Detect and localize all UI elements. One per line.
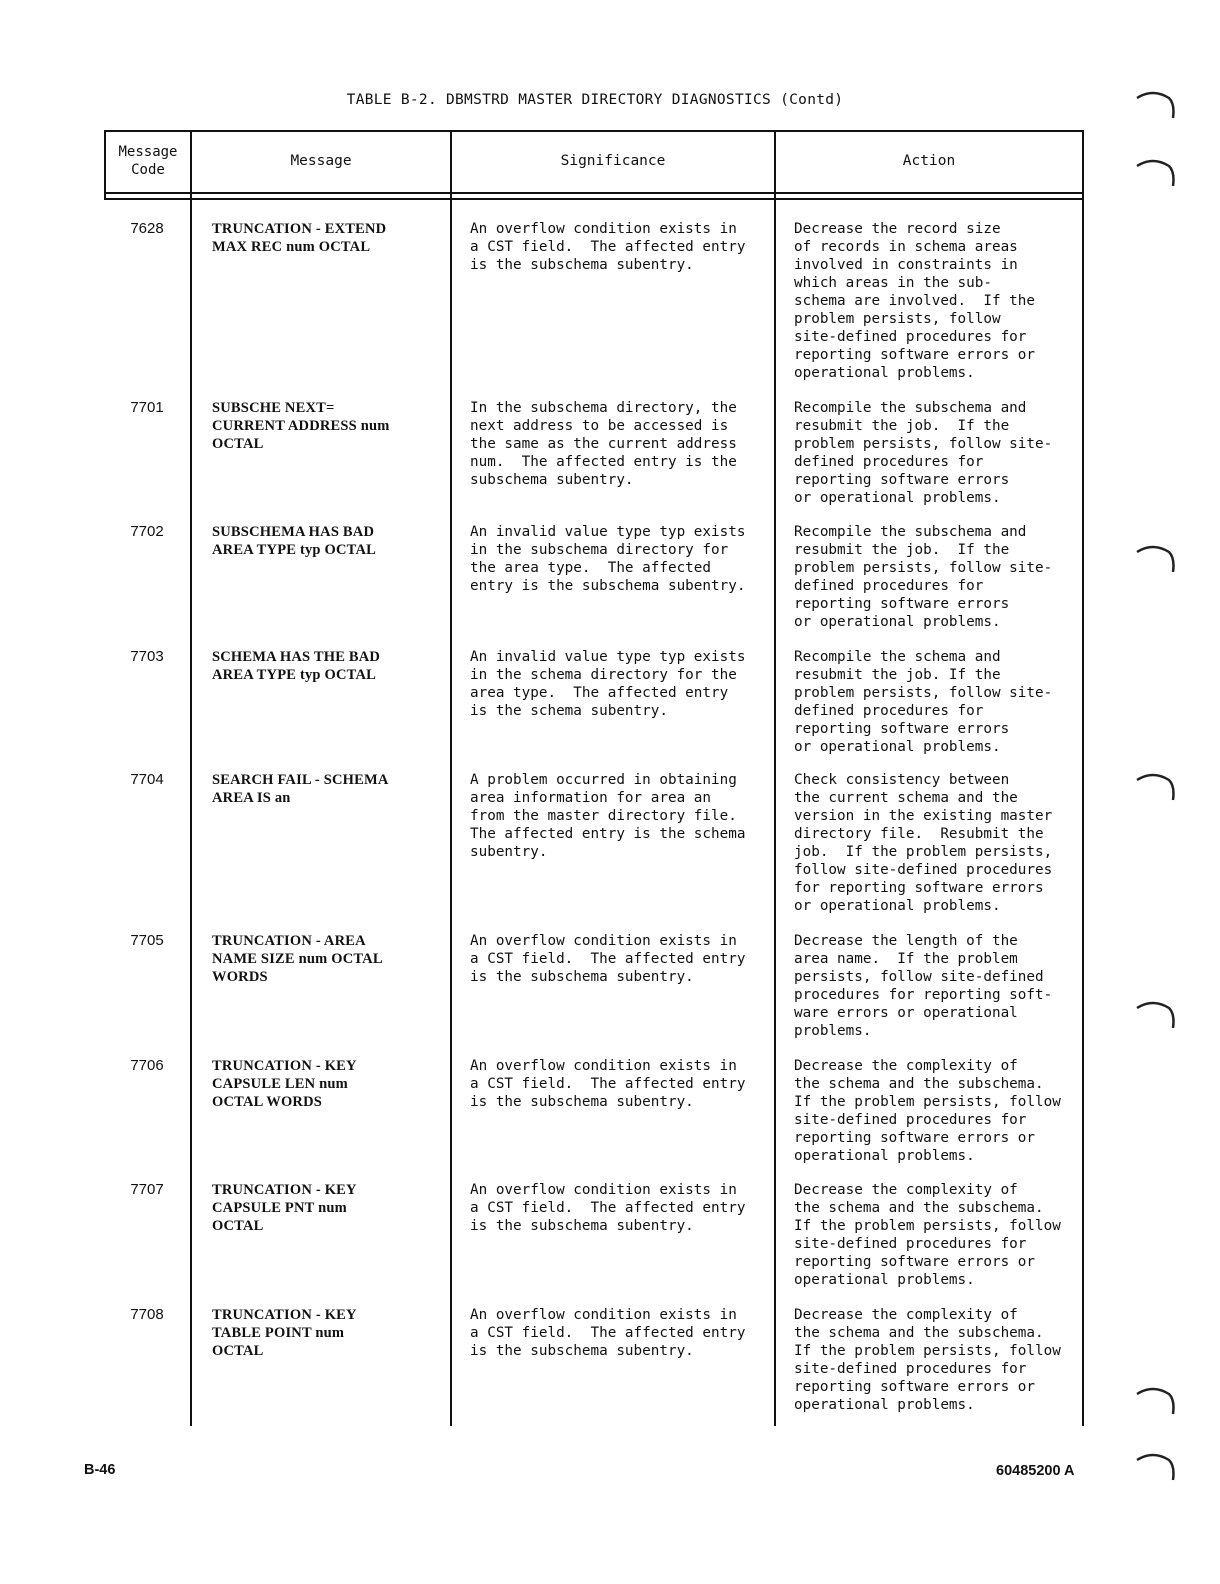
table-title: TABLE B-2. DBMSTRD MASTER DIRECTORY DIAGNOSTICS (Contd) (346, 92, 844, 108)
significance-text: An invalid value type typ exists in the subschema directory for the area type. The affected entry is the subschema subentry. (470, 524, 746, 594)
significance-text: An overflow condition exists in a CST field. The affected entry is the subschema subentry. (470, 1307, 746, 1359)
header-significance (452, 130, 774, 192)
action-text: Check consistency between the current schema and the version in the existing master directory file. Resubmit the job. If the problem persists, follow site-defined procedures for reporting software errors or operational problems. (794, 772, 1053, 914)
significance-text: An overflow condition exists in a CST field. The affected entry is the subschema subentry. (470, 1058, 746, 1110)
action-text: Recompile the subschema and resubmit the job. If the problem persists, follow site- defined procedures for reporting software errors or operational problems. (794, 524, 1053, 630)
column-divider-2 (450, 130, 452, 1426)
message-code: 7703 (130, 648, 164, 665)
action-text: Decrease the complexity of the schema and the subschema. If the problem persists, follow site-defined procedures for reporting software errors or operational problems. (794, 1182, 1061, 1288)
header-rule-double (104, 198, 1084, 200)
header-message-code (106, 130, 190, 192)
diagnostics-table (104, 130, 1084, 1426)
action-text: Decrease the complexity of the schema and the subschema. If the problem persists, follow site-defined procedures for reporting software errors or operational problems. (794, 1058, 1061, 1164)
significance-text: In the subschema directory, the next address to be accessed is the same as the current address num. The affected entry is the subschema subentry. (470, 400, 737, 488)
significance-text: An overflow condition exists in a CST field. The affected entry is the subschema subentry. (470, 1182, 746, 1234)
action-text: Decrease the length of the area name. If the problem persists, follow site-defined procedures for reporting soft- ware errors or operational problems. (794, 933, 1053, 1039)
message-text: SUBSCHE NEXT= CURRENT ADDRESS num OCTAL (212, 400, 390, 452)
significance-text: An overflow condition exists in a CST field. The affected entry is the subschema subentry. (470, 933, 746, 985)
header-significance-label: Significance (560, 153, 666, 169)
header-code-label: Message Code (118, 144, 178, 178)
binder-hole-mark (1135, 1380, 1177, 1418)
action-text: Recompile the schema and resubmit the job. If the problem persists, follow site- defined procedures for reporting software errors or operational problems. (794, 649, 1053, 755)
action-text: Decrease the record size of records in schema areas involved in constraints in which areas in the sub- schema are involved. If the problem persists, follow site-defined procedures for reporting software errors or operational problems. (794, 221, 1036, 381)
column-divider-3 (774, 130, 776, 1426)
binder-hole-mark (1135, 84, 1177, 122)
message-text: TRUNCATION - KEY CAPSULE PNT num OCTAL (212, 1182, 357, 1234)
header-action-label: Action (902, 153, 956, 169)
significance-text: An invalid value type typ exists in the schema directory for the area type. The affected entry is the schema subentry. (470, 649, 746, 719)
action-text: Recompile the subschema and resubmit the job. If the problem persists, follow site- defined procedures for reporting software errors or operational problems. (794, 400, 1053, 506)
binder-hole-mark (1135, 994, 1177, 1032)
header-message-label: Message (290, 153, 352, 169)
message-code: 7628 (130, 220, 164, 237)
message-code: 7707 (130, 1181, 164, 1198)
significance-text: An overflow condition exists in a CST field. The affected entry is the subschema subentry. (470, 221, 746, 273)
right-border (1082, 130, 1084, 1426)
header-message (192, 130, 450, 192)
message-code: 7708 (130, 1306, 164, 1323)
significance-text: A problem occurred in obtaining area information for area an from the master directory file. The affected entry is the schema subentry. (470, 772, 746, 860)
page-number: B-46 (84, 1462, 116, 1478)
binder-hole-mark (1135, 538, 1177, 576)
message-code: 7701 (130, 399, 164, 416)
document-number: 60485200 A (996, 1463, 1075, 1479)
message-code: 7705 (130, 932, 164, 949)
header-action (776, 130, 1082, 192)
message-code: 7702 (130, 523, 164, 540)
message-text: TRUNCATION - KEY TABLE POINT num OCTAL (212, 1307, 357, 1359)
column-divider-1 (190, 130, 192, 1426)
message-text: SEARCH FAIL - SCHEMA AREA IS an (212, 772, 389, 806)
binder-hole-mark (1135, 152, 1177, 190)
message-text: TRUNCATION - KEY CAPSULE LEN num OCTAL WORDS (212, 1058, 357, 1110)
action-text: Decrease the complexity of the schema and the subschema. If the problem persists, follow site-defined procedures for reporting software errors or operational problems. (794, 1307, 1061, 1413)
message-text: TRUNCATION - AREA NAME SIZE num OCTAL WORDS (212, 933, 383, 985)
binder-hole-mark (1135, 1446, 1177, 1484)
message-code: 7706 (130, 1057, 164, 1074)
message-text: TRUNCATION - EXTEND MAX REC num OCTAL (212, 221, 387, 255)
message-code: 7704 (130, 771, 164, 788)
message-text: SUBSCHEMA HAS BAD AREA TYPE typ OCTAL (212, 524, 377, 558)
header-rule (104, 192, 1084, 194)
message-text: SCHEMA HAS THE BAD AREA TYPE typ OCTAL (212, 649, 381, 683)
binder-hole-mark (1135, 766, 1177, 804)
